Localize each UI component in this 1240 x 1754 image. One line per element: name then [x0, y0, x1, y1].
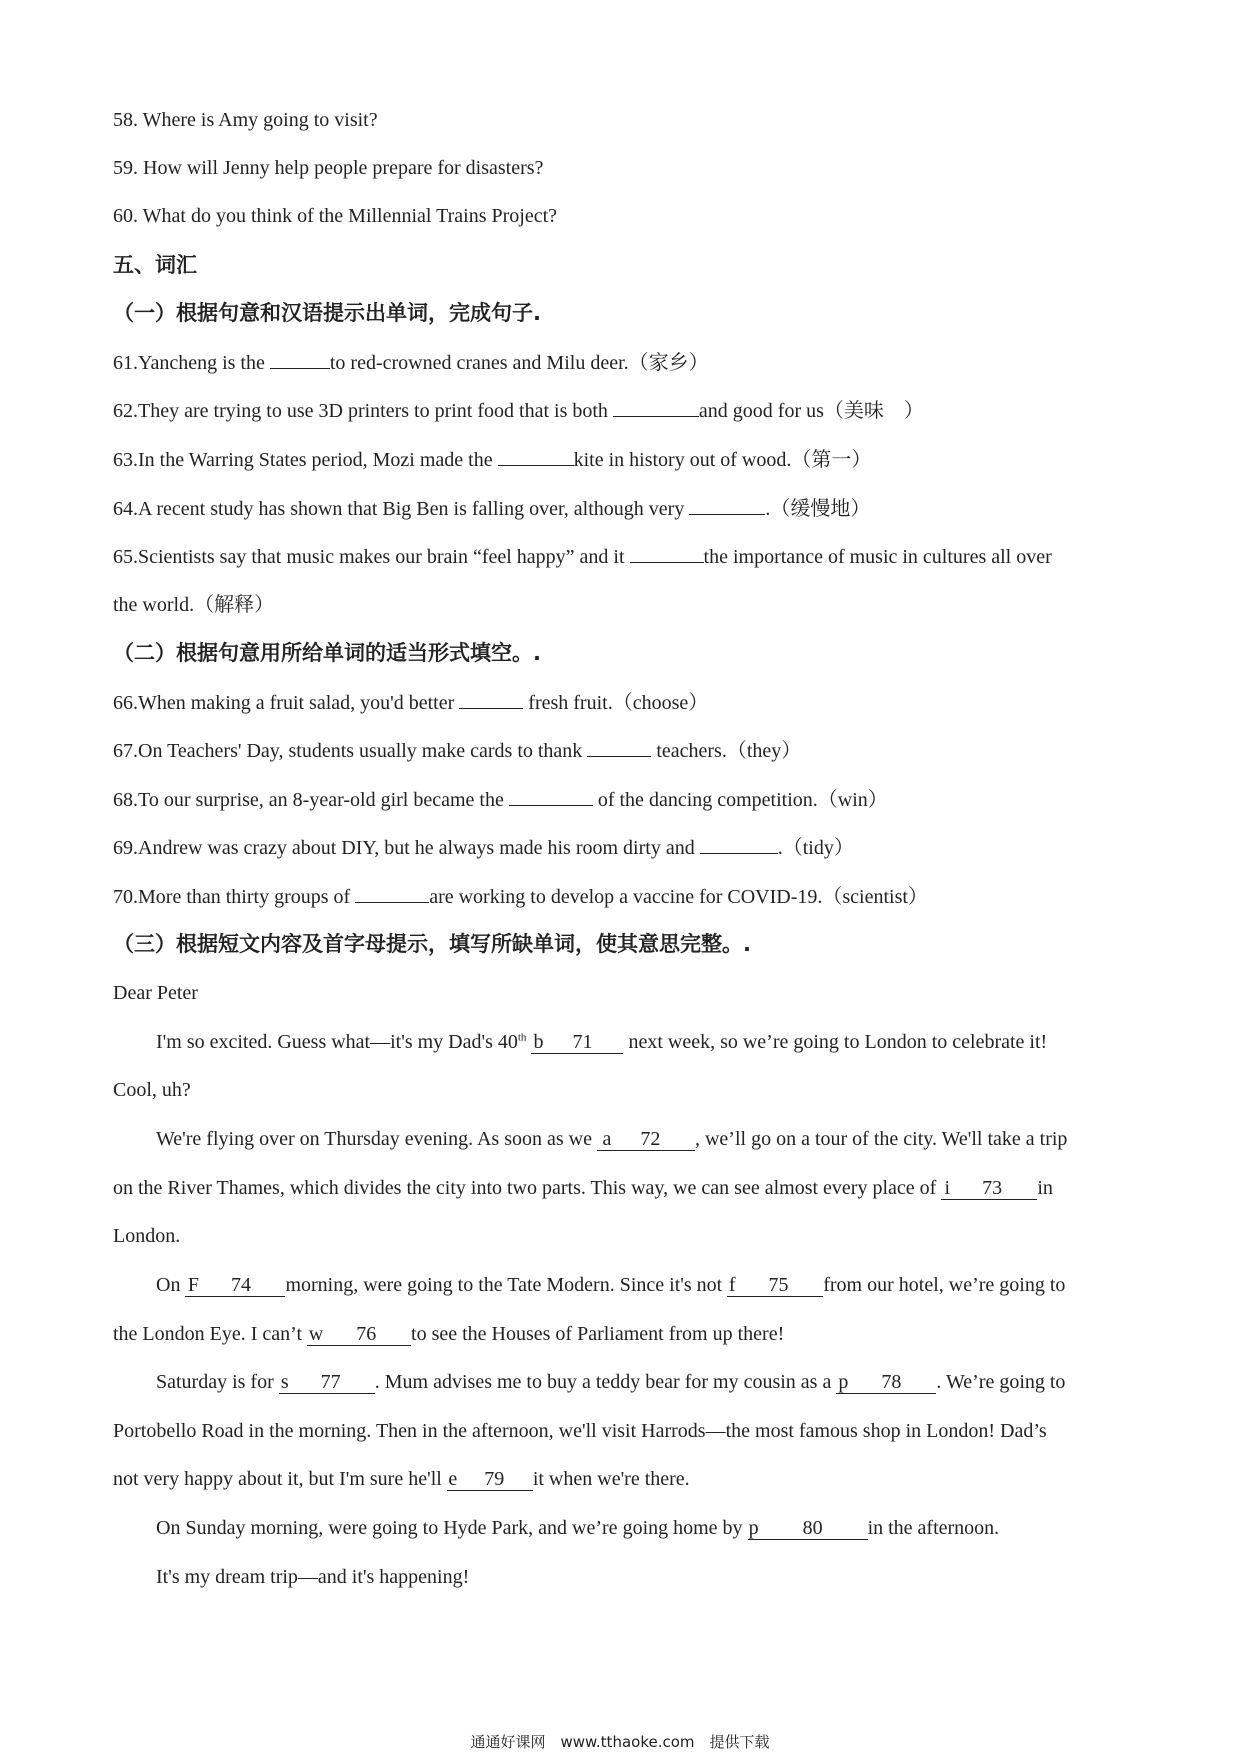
answer-blank[interactable]	[613, 398, 699, 417]
passage-line: I'm so excited. Guess what—it's my Dad's 40th b 71 next week, so we’re going to London to celebrate it!	[156, 1031, 1048, 1053]
passage-line: On F 74 morning, were going to the Tate Modern. Since it's not f 75 from our hotel, we’re going to	[156, 1274, 1066, 1296]
part2-title: （二）根据句意用所给单词的适当形式填空。.	[113, 641, 541, 665]
item-62: 62.They are trying to use 3D printers to print food that is both and good for us（美味 ）	[113, 400, 924, 422]
answer-blank[interactable]	[498, 447, 574, 466]
item-70: 70.More than thirty groups of are working to develop a vaccine for COVID-19.（scientist）	[113, 886, 928, 908]
passage-line: Portobello Road in the morning. Then in the afternoon, we'll visit Harrods—the most famous shop in London! Dad’s	[113, 1420, 1047, 1442]
passage-line: We're flying over on Thursday evening. As soon as we a 72 , we’ll go on a tour of the city. We'll take a trip	[156, 1128, 1068, 1150]
passage-line: not very happy about it, but I'm sure he'll e 79 it when we're there.	[113, 1468, 690, 1490]
item-65-continued: the world.（解释）	[113, 594, 275, 616]
passage-line: On Sunday morning, were going to Hyde Park, and we’re going home by p 80 in the afternoon.	[156, 1517, 1000, 1539]
item-67: 67.On Teachers' Day, students usually make cards to thank teachers.（they）	[113, 740, 802, 762]
answer-blank-73[interactable]: i 73	[941, 1177, 1037, 1200]
answer-blank[interactable]	[587, 738, 651, 757]
part1-title: （一）根据句意和汉语提示出单词，完成句子.	[113, 301, 541, 325]
answer-blank-76[interactable]: w 76	[307, 1323, 411, 1346]
answer-blank[interactable]	[689, 496, 765, 515]
item-64: 64.A recent study has shown that Big Ben is falling over, although very .（缓慢地）	[113, 498, 871, 520]
question-60: 60. What do you think of the Millennial Trains Project?	[113, 205, 558, 227]
part3-title: （三）根据短文内容及首字母提示，填写所缺单词，使其意思完整。.	[113, 932, 751, 956]
answer-blank-75[interactable]: f 75	[727, 1274, 823, 1297]
passage-line: on the River Thames, which divides the city into two parts. This way, we can see almost every place of i 73 in	[113, 1177, 1053, 1199]
answer-blank-72[interactable]: a 72	[597, 1128, 695, 1151]
answer-blank[interactable]	[700, 835, 778, 854]
answer-blank[interactable]	[459, 690, 523, 709]
answer-blank-80[interactable]: p 80	[748, 1517, 868, 1540]
question-59: 59. How will Jenny help people prepare for disasters?	[113, 157, 544, 179]
section-title: 五、词汇	[113, 253, 197, 277]
item-66: 66.When making a fruit salad, you'd better fresh fruit.（choose）	[113, 692, 709, 714]
passage-line: Saturday is for s 77 . Mum advises me to buy a teddy bear for my cousin as a p 78 . We’re going to	[156, 1371, 1066, 1393]
answer-blank-79[interactable]: e 79	[447, 1468, 533, 1491]
answer-blank[interactable]	[270, 350, 330, 369]
answer-blank-77[interactable]: s 77	[279, 1371, 375, 1394]
answer-blank[interactable]	[630, 544, 704, 563]
letter-greeting: Dear Peter	[113, 982, 198, 1004]
question-58: 58. Where is Amy going to visit?	[113, 109, 378, 131]
passage-line: London.	[113, 1225, 181, 1247]
item-65: 65.Scientists say that music makes our brain “feel happy” and it the importance of music in cultures all over	[113, 546, 1052, 568]
page-footer: 通通好课网 www.tthaoke.com 提供下载	[470, 1733, 770, 1751]
item-68: 68.To our surprise, an 8-year-old girl became the of the dancing competition.（win）	[113, 789, 888, 811]
answer-blank[interactable]	[509, 787, 593, 806]
answer-blank[interactable]	[355, 884, 429, 903]
item-69: 69.Andrew was crazy about DIY, but he always made his room dirty and .（tidy）	[113, 837, 854, 859]
answer-blank-78[interactable]: p 78	[836, 1371, 936, 1394]
answer-blank-71[interactable]: b 71	[531, 1031, 623, 1054]
item-63: 63.In the Warring States period, Mozi made the kite in history out of wood.（第一）	[113, 449, 872, 471]
answer-blank-74[interactable]: F 74	[185, 1274, 285, 1297]
item-61: 61.Yancheng is the to red-crowned cranes and Milu deer.（家乡）	[113, 352, 709, 374]
passage-line: Cool, uh?	[113, 1079, 191, 1101]
passage-line: It's my dream trip—and it's happening!	[156, 1566, 470, 1588]
passage-line: the London Eye. I can’t w 76 to see the Houses of Parliament from up there!	[113, 1323, 785, 1345]
